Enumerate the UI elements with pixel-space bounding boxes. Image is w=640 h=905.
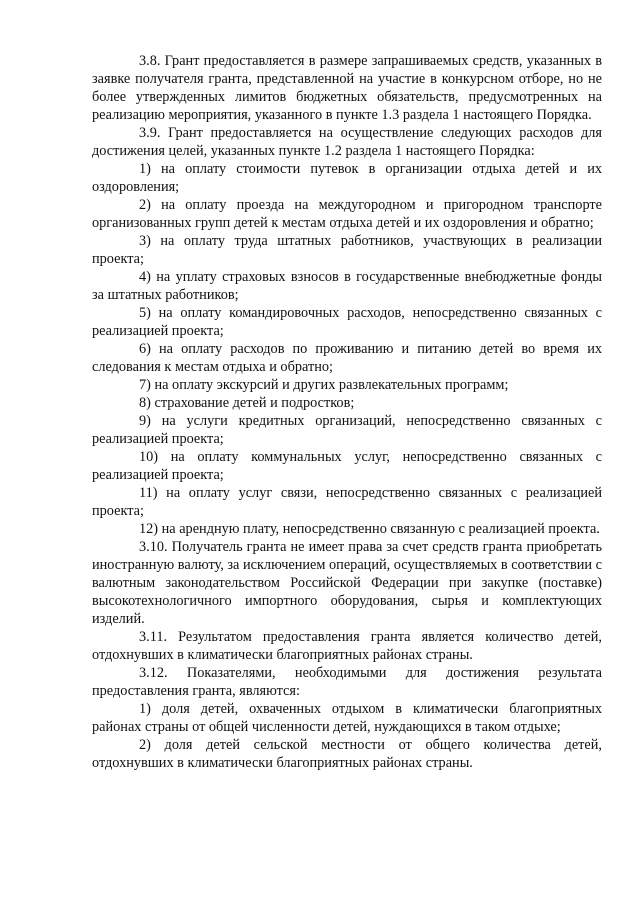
document-page <box>92 52 602 772</box>
paragraph-3-10: 3.10. Получатель гранта не имеет права за счет средств гранта приобретать иностранную валюту, за исключением операций, осуществляемых в соответствии с валютным законодательством Российской Федерации при закупке (поставке) высокотехнологичного импортного оборудования, сырья и комплектующих изделий. <box>92 539 602 627</box>
indicator-item-2: 2) доля детей сельской местности от общего количества детей, отдохнувших в климатически благоприятных районах страны. <box>92 737 602 771</box>
list-item-9: 9) на услуги кредитных организаций, непосредственно связанных с реализацией проекта; <box>92 413 602 447</box>
indicator-item-1: 1) доля детей, охваченных отдыхом в климатически благоприятных районах страны от общей численности детей, нуждающихся в таком отдыхе; <box>92 701 602 735</box>
paragraph-3-9: 3.9. Грант предоставляется на осуществление следующих расходов для достижения целей, указанных пункте 1.2 раздела 1 настоящего Порядка: <box>92 125 602 159</box>
list-item-6: 6) на оплату расходов по проживанию и питанию детей во время их следования к местам отдыха и обратно; <box>92 341 602 375</box>
list-item-7: 7) на оплату экскурсий и других развлекательных программ; <box>139 377 509 393</box>
list-item-1: 1) на оплату стоимости путевок в организации отдыха детей и их оздоровления; <box>92 161 602 195</box>
list-item-11: 11) на оплату услуг связи, непосредственно связанных с реализацией проекта; <box>92 485 602 519</box>
list-item-4: 4) на уплату страховых взносов в государственные внебюджетные фонды за штатных работников; <box>92 269 602 303</box>
list-item-8: 8) страхование детей и подростков; <box>139 395 355 411</box>
list-item-3: 3) на оплату труда штатных работников, участвующих в реализации проекта; <box>92 233 602 267</box>
list-item-10: 10) на оплату коммунальных услуг, непосредственно связанных с реализацией проекта; <box>92 449 602 483</box>
list-item-5: 5) на оплату командировочных расходов, непосредственно связанных с реализацией проекта; <box>92 305 602 339</box>
paragraph-3-11: 3.11. Результатом предоставления гранта является количество детей, отдохнувших в климатически благоприятных районах страны. <box>92 629 602 663</box>
paragraph-3-12: 3.12. Показателями, необходимыми для достижения результата предоставления гранта, являются: <box>92 665 602 699</box>
list-item-12: 12) на арендную плату, непосредственно связанную с реализацией проекта. <box>139 521 600 537</box>
paragraph-3-8: 3.8. Грант предоставляется в размере запрашиваемых средств, указанных в заявке получателя гранта, представленной на участие в конкурсном отборе, но не более утвержденных лимитов бюджетных обязательств, предусмотренных на реализацию мероприятия, указанного в пункте 1.3 раздела 1 настоящего Порядка. <box>92 53 602 123</box>
list-item-2: 2) на оплату проезда на междугородном и пригородном транспорте организованных групп детей к местам отдыха детей и их оздоровления и обратно; <box>92 197 602 231</box>
